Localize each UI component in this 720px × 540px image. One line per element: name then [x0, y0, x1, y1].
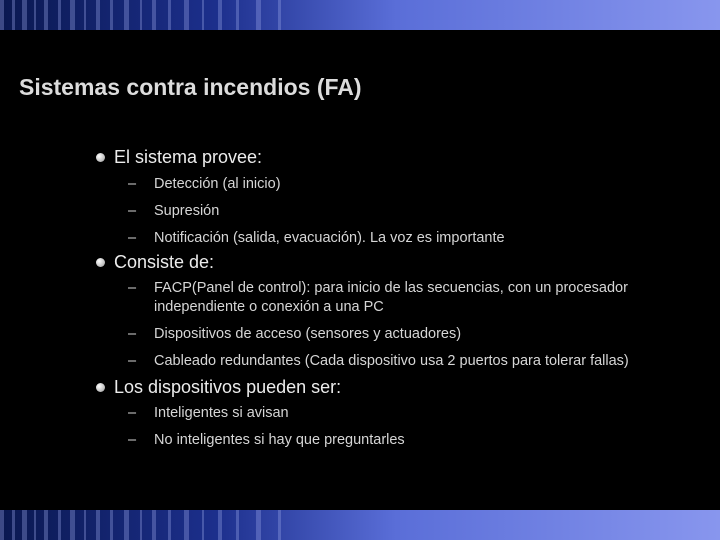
list-item-text: Inteligentes si avisan — [154, 405, 289, 421]
list-item — [96, 202, 696, 221]
dash-icon: – — [128, 203, 137, 219]
slide-title: Sistemas contra incendios (FA) — [19, 74, 362, 100]
section-heading — [96, 147, 696, 168]
list-item — [96, 325, 696, 344]
list-item — [96, 352, 696, 371]
dash-icon: – — [128, 176, 137, 192]
list-item-text: Detección (al inicio) — [154, 176, 281, 192]
dash-icon: – — [128, 405, 137, 421]
top-decorative-band — [0, 0, 720, 30]
dash-icon: – — [128, 353, 137, 369]
bullet-list — [96, 147, 696, 450]
list-item-text: Cableado redundantes (Cada dispositivo usa 2 puertos para tolerar fallas) — [154, 353, 629, 369]
list-item-text: No inteligentes si hay que preguntarles — [154, 432, 405, 448]
band-pattern — [0, 510, 720, 540]
list-item — [96, 229, 696, 248]
list-item — [96, 404, 696, 423]
bottom-decorative-band — [0, 510, 720, 540]
dash-icon: – — [128, 280, 137, 296]
dash-icon: – — [128, 326, 137, 342]
list-item-text: Supresión — [154, 203, 220, 219]
list-item-text: Dispositivos de acceso (sensores y actuadores) — [154, 326, 462, 342]
section-heading-label: Los dispositivos pueden ser: — [114, 377, 342, 397]
dash-icon: – — [128, 432, 137, 448]
section-heading — [96, 252, 696, 273]
band-pattern — [0, 0, 720, 30]
round-bullet-icon — [96, 258, 105, 267]
dash-icon: – — [128, 230, 137, 246]
list-item — [96, 175, 696, 194]
section-heading — [96, 377, 696, 398]
list-item-text: Notificación (salida, evacuación). La voz es importante — [154, 230, 505, 246]
list-item — [96, 279, 696, 317]
round-bullet-icon — [96, 383, 105, 392]
round-bullet-icon — [96, 153, 105, 162]
list-item-text: FACP(Panel de control): para inicio de las secuencias, con un procesador independiente o conexión a una PC — [154, 280, 628, 315]
section-heading-label: Consiste de: — [114, 252, 215, 272]
list-item — [96, 431, 696, 450]
section-heading-label: El sistema provee: — [114, 147, 263, 167]
